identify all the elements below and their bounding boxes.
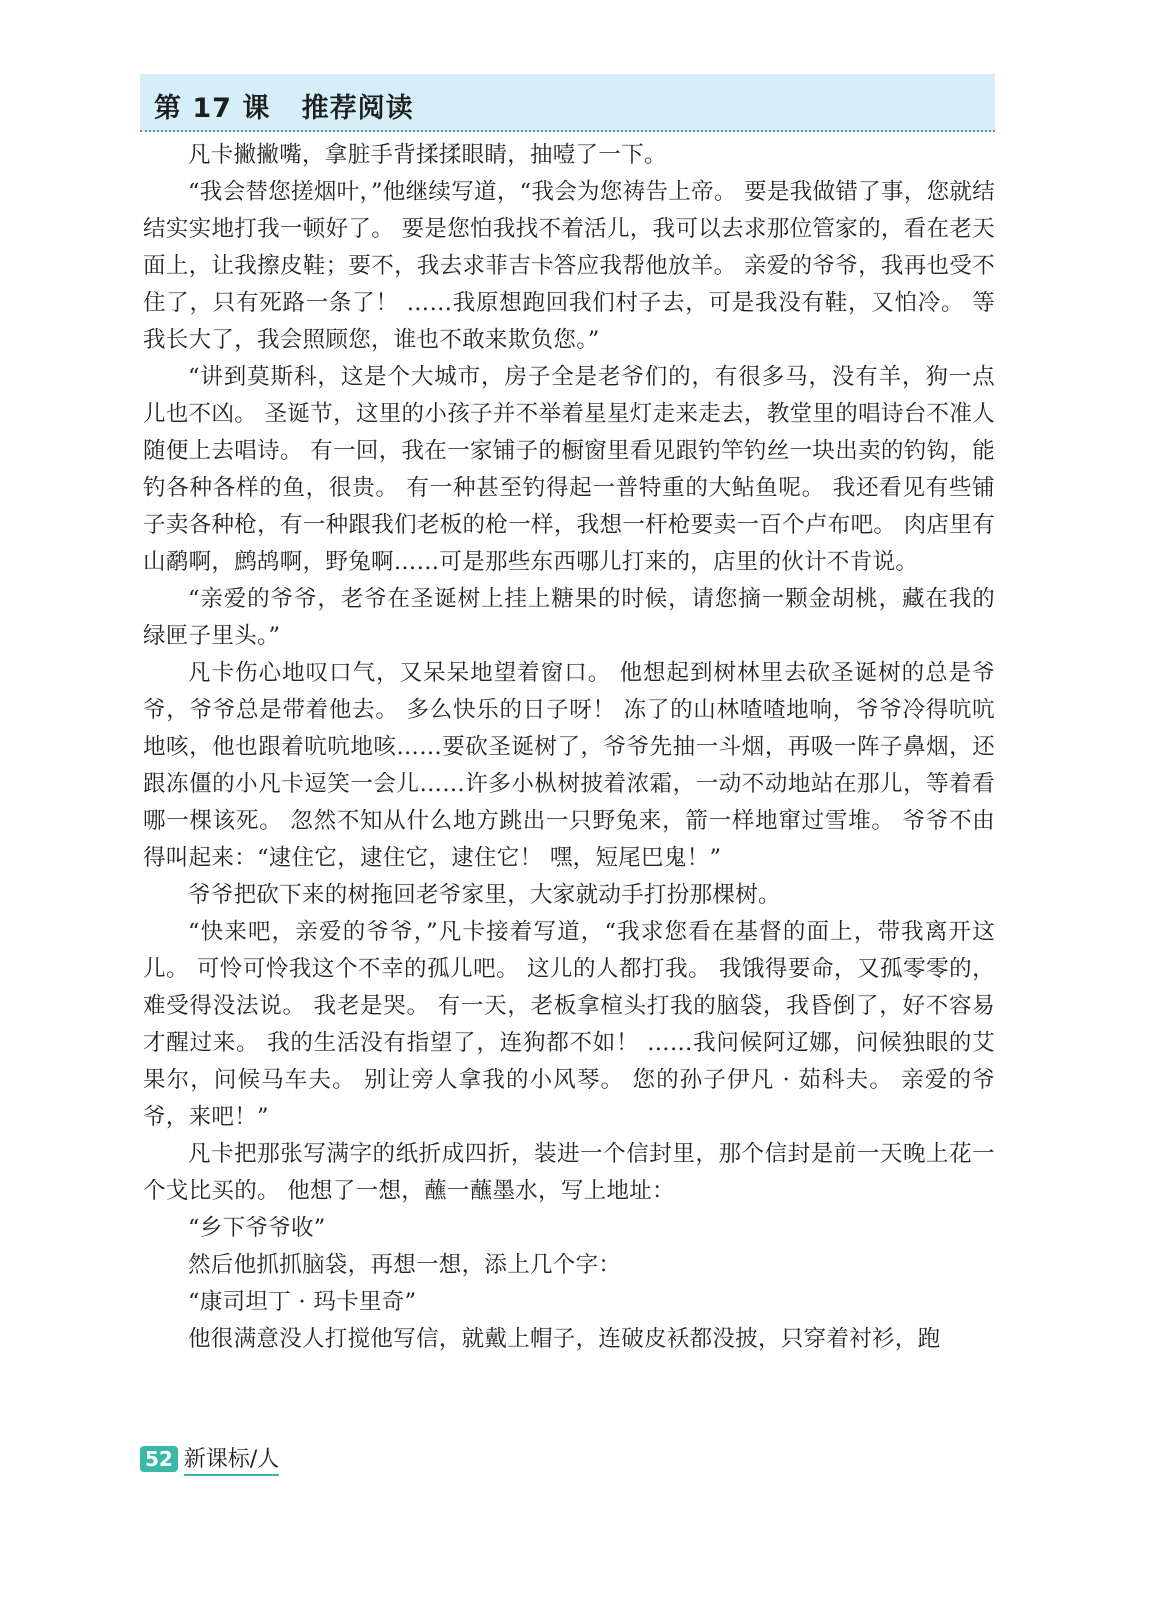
paragraph: “讲到莫斯科，这是个大城市，房子全是老爷们的，有很多马，没有羊，狗一点儿也不凶。 圣诞节，这里的小孩子并不举着星星灯走来走去，教堂里的唱诗台不准人随便上去唱诗。 有一回，我在一家铺子的橱窗里看见跟钓竿钓丝一块出卖的钓钩，能钓各种各样的鱼，很贵。 有一种甚至钓得起一普特重的大鲇鱼呢。 我还看见有些铺子卖各种枪，有一种跟我们老板的枪一样，我想一杆枪要卖一百个卢布吧。 肉店里有山鹬啊，鹧鸪啊，野兔啊……可是那些东西哪儿打来的，店里的伙计不肯说。 xyxy=(143,364,995,575)
address-line: “康司坦丁 · 玛卡里奇” xyxy=(188,1289,417,1315)
paragraph: 他很满意没人打搅他写信，就戴上帽子，连破皮袄都没披，只穿着衬衫，跑 xyxy=(188,1326,941,1352)
lesson-header xyxy=(140,74,995,132)
paragraph: 爷爷把砍下来的树拖回老爷家里，大家就动手打扮那棵树。 xyxy=(188,882,781,908)
paragraph: “我会替您搓烟叶，”他继续写道，“我会为您祷告上帝。 要是我做错了事，您就结结实实地打我一顿好了。 要是您怕我找不着活儿，我可以去求那位管家的，看在老天面上，让我擦皮鞋；要不，我去求菲吉卡答应我帮他放羊。 亲爱的爷爷，我再也受不住了，只有死路一条了！ ……我原想跑回我们村子去，可是我没有鞋，又怕冷。 等我长大了，我会照顾您，谁也不敢来欺负您。” xyxy=(143,179,995,353)
paragraph: 凡卡撇撇嘴，拿脏手背揉揉眼睛，抽噎了一下。 xyxy=(188,142,667,168)
lesson-title: 第 17 课 推荐阅读 xyxy=(154,93,414,124)
series-label: 新课标/人 xyxy=(184,1442,279,1476)
address-line: “乡下爷爷收” xyxy=(188,1215,326,1241)
page-footer xyxy=(140,1444,279,1474)
page-number: 52 xyxy=(140,1446,178,1472)
reading-body xyxy=(143,137,995,1358)
paragraph: “亲爱的爷爷，老爷在圣诞树上挂上糖果的时候，请您摘一颗金胡桃，藏在我的绿匣子里头。” xyxy=(143,586,995,649)
paragraph: 然后他抓抓脑袋，再想一想，添上几个字： xyxy=(188,1252,622,1278)
paragraph: 凡卡伤心地叹口气，又呆呆地望着窗口。 他想起到树林里去砍圣诞树的总是爷爷，爷爷总是带着他去。 多么快乐的日子呀！ 冻了的山林喳喳地响，爷爷冷得吭吭地咳，他也跟着吭吭地咳……要砍圣诞树了，爷爷先抽一斗烟，再吸一阵子鼻烟，还跟冻僵的小凡卡逗笑一会儿……许多小枞树披着浓霜，一动不动地站在那儿，等着看哪一棵该死。 忽然不知从什么地方跳出一只野兔来，箭一样地窜过雪堆。 爷爷不由得叫起来：“逮住它，逮住它，逮住它！ 嘿，短尾巴鬼！” xyxy=(143,660,995,871)
paragraph: 凡卡把那张写满字的纸折成四折，装进一个信封里，那个信封是前一天晚上花一个戈比买的。 他想了一想，蘸一蘸墨水，写上地址： xyxy=(143,1141,995,1204)
paragraph: “快来吧，亲爱的爷爷，”凡卡接着写道，“我求您看在基督的面上，带我离开这儿。 可怜可怜我这个不幸的孤儿吧。 这儿的人都打我。 我饿得要命，又孤零零的，难受得没法说。 我老是哭。 有一天，老板拿楦头打我的脑袋，我昏倒了，好不容易才醒过来。 我的生活没有指望了，连狗都不如！ ……我问候阿辽娜，问候独眼的艾果尔，问候马车夫。 别让旁人拿我的小风琴。 您的孙子伊凡 · 茹科夫。 亲爱的爷爷，来吧！” xyxy=(143,919,995,1130)
